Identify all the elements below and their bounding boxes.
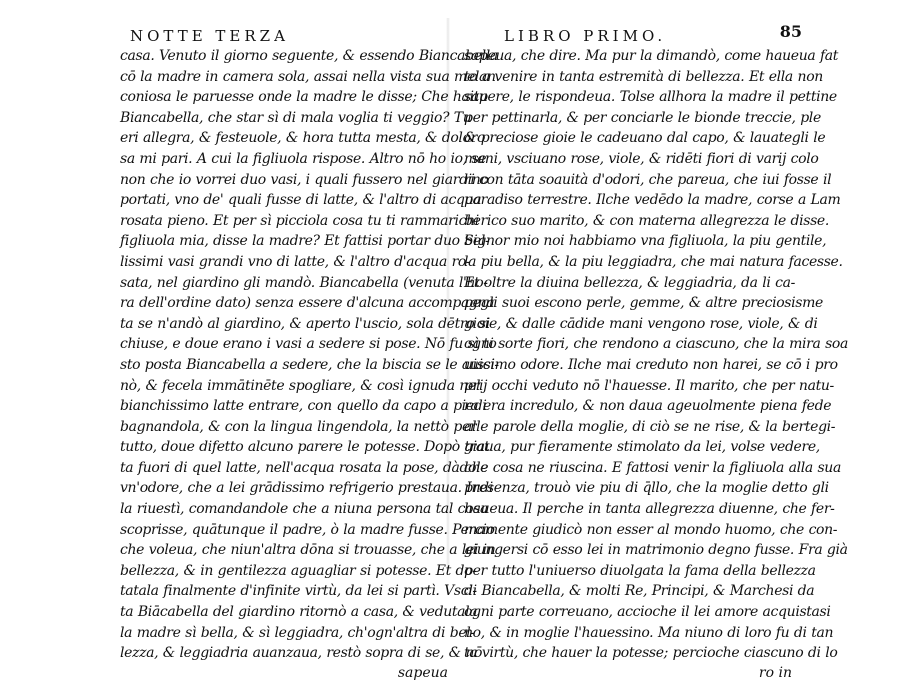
left-page-text-line: portati, vno de' quali fusse di latte, & l'altro di acqua bbox=[120, 192, 482, 209]
left-page-text-line: sa mi pari. A cui la figliuola rispose. Altro nō ho io, se bbox=[120, 150, 487, 167]
right-running-head bbox=[464, 22, 802, 46]
left-page-text-line: tutto, doue difetto alcuno parere le potesse. Dopò trat bbox=[120, 439, 490, 456]
left-page-text-line: lissimi vasi grandi vno di latte, & l'altro d'acqua ro- bbox=[120, 253, 471, 270]
left-page-text-line: bagnandola, & con la lingua lingendola, la nettò per bbox=[120, 418, 477, 435]
right-page-text-line: gioie, & dalle cādide mani vengono rose, viole, & di bbox=[464, 315, 818, 332]
right-page-text-line: ta virtù, che hauer la potesse; percioche ciascuno di lo bbox=[464, 645, 838, 662]
right-page-text-line: che cosa ne riuscina. E fattosi venir la figliuola alla sua bbox=[464, 459, 841, 476]
left-page-text-line: figliuola mia, disse la madre? Et fattisi portar duo bel- bbox=[120, 233, 490, 250]
left-page-text-line: bellezza, & in gentilezza aguagliar si potesse. Et do- bbox=[120, 562, 477, 579]
left-page-text-line: vn'odore, che a lei grādissimo refrigerio prestaua. Indi bbox=[120, 480, 493, 497]
right-page-text-line: sapere, le rispondeua. Tolse allhora la madre il pettine bbox=[464, 89, 837, 106]
left-page-text-line: che voleua, che niun'altra dōna si trouasse, che a lei in bbox=[120, 542, 496, 559]
right-page-text-line: berico suo marito, & con materna allegrezza le disse. bbox=[464, 212, 829, 229]
right-page-text-line: Et oltre la diuina bellezza, & leggiadria, da li ca- bbox=[464, 274, 795, 291]
left-page-text-line: Biancabella, che star sì di mala voglia ti veggio? Tu bbox=[120, 109, 472, 126]
left-running-head-text: NOTTE TERZA bbox=[130, 27, 289, 45]
right-page-text-line: pegli suoi escono perle, gemme, & altre preciosisme bbox=[464, 295, 823, 312]
right-page-text-line: mani, vsciuano rose, viole, & ridēti fiori di varij colo bbox=[464, 150, 819, 167]
left-page-text bbox=[120, 46, 499, 682]
right-page-text-line: Signor mio noi habbiamo vna figliuola, la piu gentile, bbox=[464, 233, 827, 250]
right-page-text-line: la piu bella, & la piu leggiadra, che mai natura facesse. bbox=[464, 253, 843, 270]
left-page-text-line: nò, & fecela immātinēte spogliare, & così ignuda nel bbox=[120, 377, 481, 394]
right-page-text-line: alle parole della moglie, di ciò se ne rise, & la bertegi- bbox=[464, 418, 836, 435]
page-number: 85 bbox=[779, 22, 802, 41]
left-page-text-line: ta Biācabella del giardino ritornò a casa, & vedutala bbox=[120, 604, 478, 621]
right-page-text-line: ogni parte correuano, accioche il lei amore acquistasi bbox=[464, 604, 831, 621]
left-page-text-line: ta fuori di quel latte, nell'acqua rosata la pose, dàdole bbox=[120, 459, 489, 476]
left-page-text-line: la riuestì, comandandole che a niuna persona tal cosa bbox=[120, 501, 489, 518]
left-page-text-line: coniosa le paruesse onde la madre le disse; Che haitu bbox=[120, 89, 488, 106]
right-page-text-line: giungersi cō esso lei in matrimonio degno fusse. Fra già bbox=[464, 542, 848, 559]
right-page-text-line: ra era incredulo, & non daua ageuolmente piena fede bbox=[464, 398, 832, 415]
right-page-text-line: haueua. Il perche in tanta allegrezza diuenne, che fer- bbox=[464, 501, 835, 518]
left-page-text-line: cō la madre in camera sola, assai nella vista sua melan bbox=[120, 68, 496, 85]
left-page-catchword: sapeua bbox=[397, 664, 448, 681]
left-page-text-line: ra dell'ordine dato) senza essere d'alcuna accompagna bbox=[120, 295, 495, 312]
right-page-text-line: & preciose gioie le cadeuano dal capo, & lauategli le bbox=[464, 130, 826, 147]
left-page-text-line: non che io vorrei duo vasi, i quali fussero nel giardino bbox=[120, 171, 489, 188]
left-page-text-line: ta se n'andò al giardino, & aperto l'uscio, sola dētro si bbox=[120, 315, 490, 332]
right-page-text-line: uissimo odore. Ilche mai creduto non harei, se cō i pro bbox=[464, 356, 838, 373]
left-page-text-line: lezza, & leggiadria auanzaua, restò sopra di se, & nō bbox=[120, 645, 483, 662]
right-page-catchword: ro in bbox=[758, 664, 792, 681]
left-page-text-line: bianchissimo latte entrare, con quello da capo a piedi bbox=[120, 398, 487, 415]
right-page-text-line: to a venire in tanta estremità di bellezza. Et ella non bbox=[464, 68, 823, 85]
right-page-text-line: ogni sorte fiori, che rendono a ciascuno, che la mira soa bbox=[464, 336, 849, 353]
left-page-text-line: sata, nel giardino gli mandò. Biancabella (venuta l'ho- bbox=[120, 274, 488, 291]
right-running-head-text: LIBRO PRIMO. bbox=[504, 27, 667, 45]
left-running-head bbox=[120, 26, 452, 46]
right-page-text-line: giaua, pur fieramente stimolato da lei, volse vedere, bbox=[464, 439, 820, 456]
left-page-text-line: chiuse, e doue erano i vasi a sedere si pose. Nō fu sì to bbox=[120, 336, 497, 353]
left-page-text-line: sto posta Biancabella a sedere, che la biscia se le auici- bbox=[120, 356, 499, 373]
left-page-text-line: eri allegra, & festeuole, & hora tutta mesta, & doloro bbox=[120, 130, 486, 147]
right-page-text-line: prij occhi veduto nō l'hauesse. Il marito, che per natu- bbox=[464, 377, 834, 394]
left-page bbox=[120, 26, 499, 681]
right-page-text-line: di Biancabella, & molti Re, Principi, & Marchesi da bbox=[464, 583, 815, 600]
left-page-text-line: scoprisse, quātunque il padre, ò la madre fusse. Percio bbox=[120, 521, 495, 538]
right-page-text-line: ri con tāta soauità d'odori, che pareua, che iui fosse il bbox=[464, 171, 832, 188]
right-page-text-line: mamente giudicò non esser al mondo huomo, che con- bbox=[464, 521, 838, 538]
left-page-text-line: la madre sì bella, & sì leggiadra, ch'ogn'altra di bel- bbox=[120, 624, 475, 641]
right-page-text bbox=[464, 46, 849, 682]
right-page-text-line: no, & in moglie l'hauessino. Ma niuno di loro fu di tan bbox=[464, 624, 834, 641]
right-page-text-line: per pettinarla, & per conciarle le bionde treccie, ple bbox=[464, 109, 821, 126]
left-page-text-line: casa. Venuto il giorno seguente, & essendo Biancabella bbox=[120, 48, 498, 64]
left-page-text-line: rosata pieno. Et per sì picciola cosa tu ti rammarichi bbox=[120, 212, 479, 229]
right-page-text-line: per tutto l'uniuerso diuolgata la fama della bellezza bbox=[464, 562, 816, 579]
left-page-text-line: tatala finalmente d'infinite virtù, da lei si partì. Vsci- bbox=[120, 583, 477, 600]
right-page-text-line: sapeua, che dire. Ma pur la dimandò, come haueua fat bbox=[464, 48, 839, 64]
right-page bbox=[464, 22, 849, 681]
right-page-text-line: presenza, trouò vie piu di q̄llo, che la moglie detto gli bbox=[464, 480, 829, 497]
right-page-text-line: paradiso terrestre. Ilche vedēdo la madre, corse a Lam bbox=[464, 192, 841, 209]
